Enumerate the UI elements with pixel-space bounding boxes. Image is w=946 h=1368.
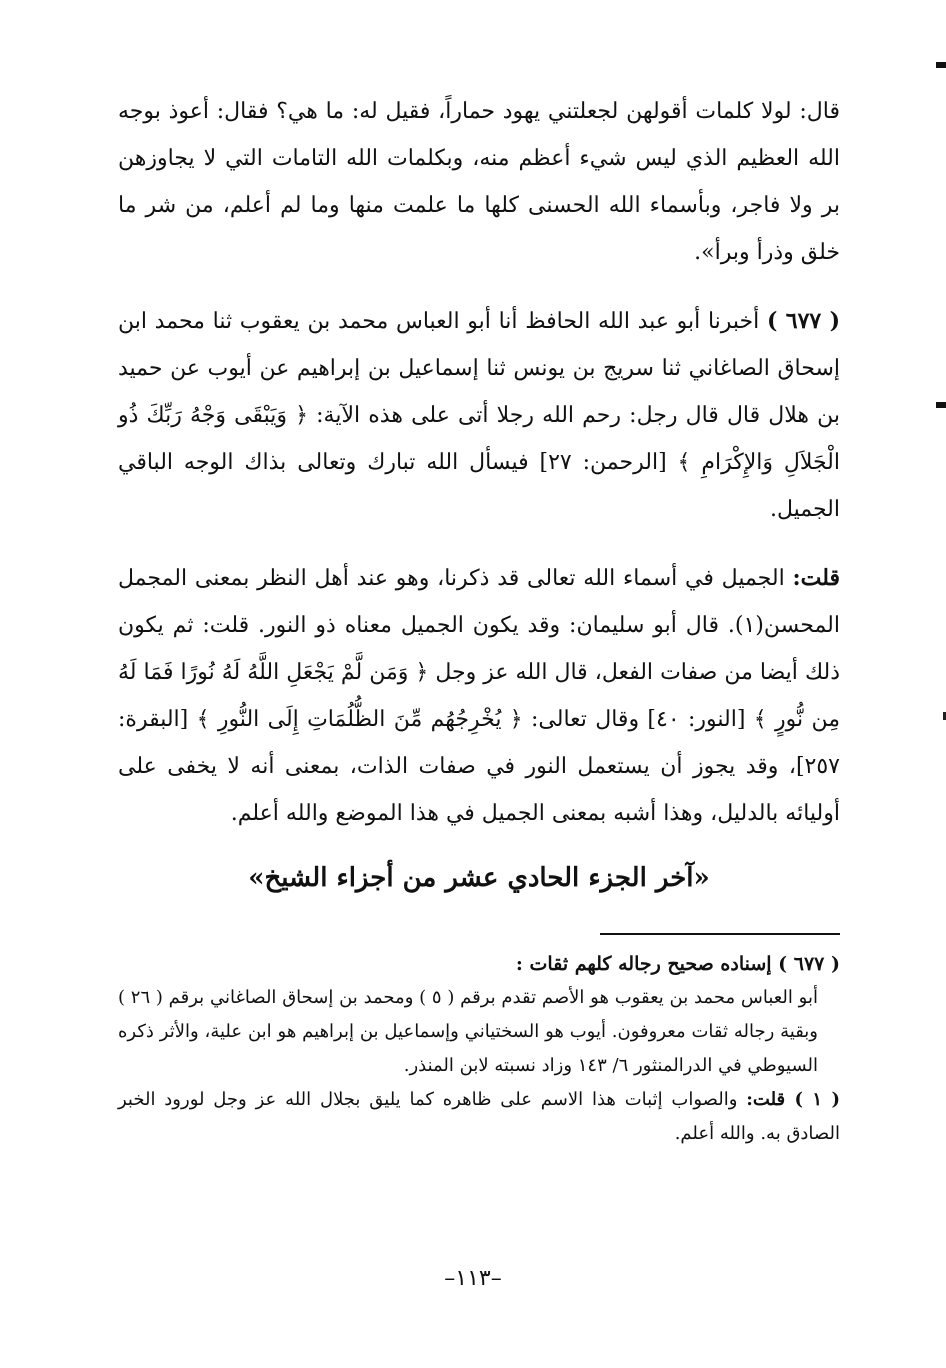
- part-closing-title: «آخر الجزء الحادي عشر من أجزاء الشيخ»: [248, 863, 710, 893]
- footnote-677-text: أبو العباس محمد بن يعقوب هو الأصم تقدم برقم ( ٥ ) ومحمد بن إسحاق الصاغاني برقم ( ٢٦ ) وبقية رجاله ثقات معروفون. أيوب هو السختياني وإسماعيل بن إبراهيم هو ابن علية، والأثر ذكره السيوطي في الدرالمنثور ٦/ ١٤٣ وزاد نسبته لابن المنذر.: [118, 987, 818, 1076]
- hadith-text: أخبرنا أبو عبد الله الحافظ أنا أبو العباس محمد بن يعقوب ثنا محمد ابن إسحاق الصاغاني ثنا سريج بن يونس ثنا إسماعيل بن إبراهيم عن أيوب عن حميد بن هلال قال قال رجل: رحم الله رجلا أتى على هذه الآية: ﴿ وَيَبْقَى وَجْهُ رَبِّكَ ذُو الْجَلاَلِ وَالإِكْرَامِ ﴾ [الرحمن: ٢٧] فيسأل الله تبارك وتعالى بذاك الوجه الباقي الجميل.: [118, 309, 840, 522]
- paragraph-1: قال: لولا كلمات أقولهن لجعلتني يهود حماراً، فقيل له: ما هي؟ فقال: أعوذ بوجه الله العظيم الذي ليس شيء أعظم منه، وبكلمات الله التامات التي لا يجاوزهن بر ولا فاجر، وبأسماء الله الحسنى كلها ما علمت منها وما لم أعلم، من شر ما خلق وذرأ وبرأ».: [118, 99, 840, 265]
- page-number: –١١٣–: [444, 1266, 502, 1291]
- paragraph-677: [118, 298, 840, 533]
- footnote-divider: [600, 933, 840, 935]
- commentary-lead: قلت:: [792, 565, 841, 591]
- paragraph-commentary: [118, 555, 840, 837]
- page-content: [118, 88, 840, 1151]
- footnote-1-lead: ( ١ ) قلت:: [746, 1089, 840, 1110]
- hadith-number: ( ٦٧٧ ): [766, 308, 840, 334]
- edge-mark-middle: [936, 402, 946, 408]
- commentary-text: الجميل في أسماء الله تعالى قد ذكرنا، وهو عند أهل النظر بمعنى المجمل المحسن(١). قال أبو سليمان: وقد يكون الجميل معناه ذو النور. قلت: ثم يكون ذلك أيضا من صفات الفعل، قال الله عز وجل ﴿ وَمَن لَّمْ يَجْعَلِ اللَّهُ لَهُ نُورًا فَمَا لَهُ مِن نُّورٍ ﴾ [النور: ٤٠] وقال تعالى: ﴿ يُخْرِجُهُم مِّنَ الظُّلُمَاتِ إِلَى النُّورِ ﴾ [البقرة: ٢٥٧]، وقد يجوز أن يستعمل النور في صفات الذات، بمعنى أنه لا يخفى على أوليائه بالدليل، وهذا أشبه بمعنى الجميل في هذا الموضع والله أعلم.: [118, 566, 840, 826]
- footnotes: [118, 947, 840, 1151]
- footnote-1-text: والصواب إثبات هذا الاسم على ظاهره كما يليق بجلال الله عز وجل لورود الخبر الصادق به. والله أعلم.: [118, 1089, 840, 1144]
- footnote-677-head: ( ٦٧٧ ) إسناده صحيح رجاله كلهم ثقات :: [515, 953, 840, 975]
- footnote-1: [118, 1083, 840, 1151]
- edge-mark-top: [936, 62, 946, 68]
